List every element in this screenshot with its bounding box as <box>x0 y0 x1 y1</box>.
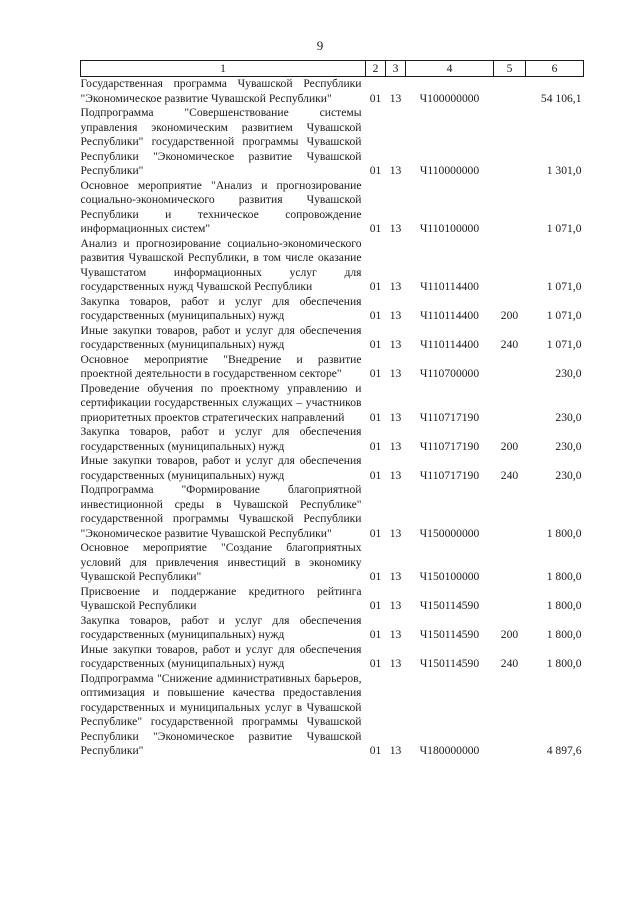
amount: 1 071,0 <box>546 309 582 322</box>
table-row <box>81 585 584 614</box>
item-name: Закупка товаров, работ и услуг для обеспечения государственных (муниципальных) нужд <box>80 294 362 322</box>
budget-table <box>80 60 584 759</box>
header-col-2: 2 <box>366 61 386 77</box>
table-row <box>81 77 584 107</box>
target-article-code: Ч110114400 <box>420 338 479 351</box>
section-code: 01 <box>369 164 382 177</box>
table-body <box>81 77 584 759</box>
target-article-code: Ч110700000 <box>419 367 480 380</box>
expense-type-code <box>494 541 526 585</box>
amount: 1 800,0 <box>546 599 582 612</box>
amount: 1 071,0 <box>546 280 582 293</box>
target-article-code: Ч150114590 <box>419 628 480 641</box>
section-code: 01 <box>369 309 382 322</box>
amount: 1 071,0 <box>546 222 582 235</box>
section-code: 01 <box>369 570 382 583</box>
section-code: 01 <box>369 526 382 540</box>
table-row <box>81 353 584 382</box>
header-col-6: 6 <box>526 61 584 77</box>
expense-type-code <box>494 672 526 759</box>
amount: 1 301,0 <box>546 164 582 177</box>
subsection-code: 13 <box>389 744 402 757</box>
amount: 230,0 <box>555 367 582 380</box>
section-code: 01 <box>369 367 382 380</box>
table-row <box>81 237 584 295</box>
amount: 1 800,0 <box>546 628 582 641</box>
expense-type-code <box>494 382 526 426</box>
table-row <box>81 454 584 483</box>
item-name: Проведение обучения по проектному управлению и сертификации государственных служащих – участников приоритетных проектов стратегических направлений <box>80 381 362 424</box>
expense-type-code <box>494 237 526 295</box>
expense-type-code <box>494 77 526 107</box>
expense-type-code <box>494 483 526 541</box>
table-row <box>81 614 584 643</box>
subsection-code: 13 <box>389 164 402 177</box>
amount: 230,0 <box>555 410 582 424</box>
target-article-code: Ч150114590 <box>419 599 480 612</box>
target-article-code: Ч110000000 <box>419 164 480 177</box>
section-code: 01 <box>369 744 382 757</box>
item-name: Подпрограмма "Снижение административных барьеров, оптимизация и повышение качества предоставления государственных и муниципальных услуг в Чувашской Республике" государственной программы Чувашской Республики "Экономическое развитие Чувашской Республики" <box>80 671 362 757</box>
subsection-code: 13 <box>389 628 402 641</box>
table-header <box>81 61 584 77</box>
table-row <box>81 672 584 759</box>
amount: 1 800,0 <box>546 570 582 583</box>
subsection-code: 13 <box>389 338 402 351</box>
header-col-4: 4 <box>406 61 494 77</box>
subsection-code: 13 <box>389 439 402 453</box>
section-code: 01 <box>369 338 382 351</box>
expense-type-code <box>494 585 526 614</box>
expense-type-code: 240 <box>500 338 519 351</box>
item-name: Подпрограмма "Совершенствование системы управления экономическим развитием Чувашской Республики" государственной программы Чувашской Республики "Экономическое развитие Чувашской Республики" <box>80 106 362 177</box>
header-col-3: 3 <box>386 61 406 77</box>
subsection-code: 13 <box>389 91 402 105</box>
expense-type-code: 200 <box>500 309 519 322</box>
subsection-code: 13 <box>389 468 402 482</box>
subsection-code: 13 <box>389 280 402 293</box>
table-row <box>81 179 584 237</box>
table-row <box>81 541 584 585</box>
header-col-1: 1 <box>81 61 366 77</box>
subsection-code: 13 <box>389 222 402 235</box>
expense-type-code <box>494 353 526 382</box>
item-name: Государственная программа Чувашской Республики "Экономическое развитие Чувашской Республики" <box>80 77 362 105</box>
target-article-code: Ч110114400 <box>420 280 479 293</box>
expense-type-code <box>494 179 526 237</box>
expense-type-code <box>494 106 526 179</box>
section-code: 01 <box>369 657 382 670</box>
target-article-code: Ч150114590 <box>419 657 480 670</box>
item-name: Анализ и прогнозирование социально-экономического развития Чувашской Республики, в том числе оказание Чувашстатом информационных услуг для государственных нужд Чувашской Республики <box>80 236 362 293</box>
target-article-code: Ч150100000 <box>419 570 480 583</box>
subsection-code: 13 <box>389 657 402 670</box>
amount: 54 106,1 <box>540 91 582 105</box>
item-name: Основное мероприятие "Создание благоприятных условий для привлечения инвестиций в экономику Чувашской Республики" <box>80 541 362 583</box>
section-code: 01 <box>369 439 382 453</box>
target-article-code: Ч110717190 <box>419 410 480 424</box>
subsection-code: 13 <box>389 599 402 612</box>
expense-type-code: 200 <box>500 628 519 641</box>
table-row <box>81 324 584 353</box>
section-code: 01 <box>369 599 382 612</box>
expense-type-code: 200 <box>500 439 519 453</box>
table-row <box>81 295 584 324</box>
subsection-code: 13 <box>389 526 402 540</box>
item-name: Иные закупки товаров, работ и услуг для обеспечения государственных (муниципальных) нужд <box>80 642 362 670</box>
expense-type-code: 240 <box>500 657 519 670</box>
item-name: Иные закупки товаров, работ и услуг для обеспечения государственных (муниципальных) нужд <box>80 454 362 482</box>
table-row <box>81 382 584 426</box>
amount: 1 071,0 <box>546 338 582 351</box>
amount: 1 800,0 <box>546 657 582 670</box>
amount: 230,0 <box>555 439 582 453</box>
target-article-code: Ч150000000 <box>419 526 480 540</box>
target-article-code: Ч110717190 <box>419 439 480 453</box>
item-name: Закупка товаров, работ и услуг для обеспечения государственных (муниципальных) нужд <box>80 425 362 453</box>
table-row <box>81 643 584 672</box>
target-article-code: Ч110717190 <box>419 468 480 482</box>
page-number: 9 <box>316 38 324 53</box>
table-row <box>81 106 584 179</box>
target-article-code: Ч110100000 <box>419 222 480 235</box>
section-code: 01 <box>369 280 382 293</box>
section-code: 01 <box>369 468 382 482</box>
table-row <box>81 483 584 541</box>
section-code: 01 <box>369 222 382 235</box>
subsection-code: 13 <box>389 367 402 380</box>
target-article-code: Ч180000000 <box>419 744 480 757</box>
amount: 1 800,0 <box>546 526 582 540</box>
section-code: 01 <box>369 91 382 105</box>
expense-type-code: 240 <box>500 468 519 482</box>
item-name: Основное мероприятие "Внедрение и развитие проектной деятельности в государственном секторе" <box>80 352 362 380</box>
header-col-5: 5 <box>494 61 526 77</box>
target-article-code: Ч100000000 <box>419 91 480 105</box>
item-name: Подпрограмма "Формирование благоприятной инвестиционной среды в Чувашской Республике" государственной программы Чувашской Республики "Экономическое развитие Чувашской Республики" <box>80 483 362 540</box>
subsection-code: 13 <box>389 309 402 322</box>
subsection-code: 13 <box>389 570 402 583</box>
item-name: Присвоение и поддержание кредитного рейтинга Чувашской Республики <box>80 584 362 612</box>
subsection-code: 13 <box>389 410 402 424</box>
amount: 230,0 <box>555 468 582 482</box>
section-code: 01 <box>369 628 382 641</box>
item-name: Основное мероприятие "Анализ и прогнозирование социально-экономического развития Чувашской Республики и техническое сопровождение информационных систем" <box>80 178 362 235</box>
section-code: 01 <box>369 410 382 424</box>
item-name: Иные закупки товаров, работ и услуг для обеспечения государственных (муниципальных) нужд <box>80 323 362 351</box>
amount: 4 897,6 <box>546 744 582 757</box>
item-name: Закупка товаров, работ и услуг для обеспечения государственных (муниципальных) нужд <box>80 613 362 641</box>
table-row <box>81 425 584 454</box>
target-article-code: Ч110114400 <box>420 309 479 322</box>
